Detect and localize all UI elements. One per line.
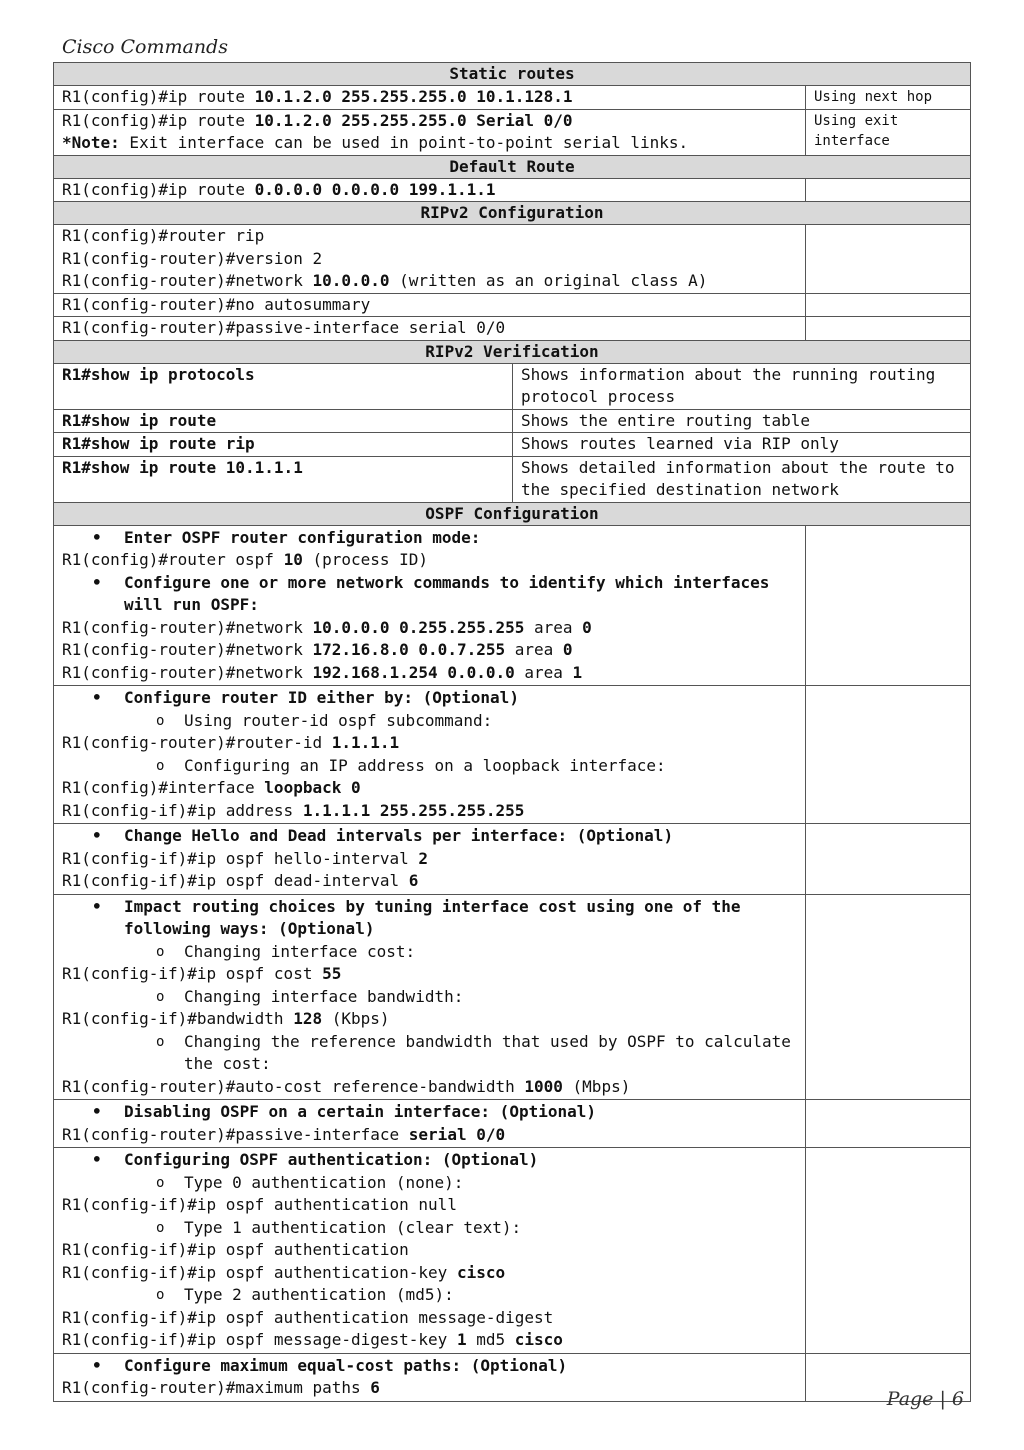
command-cell: • Configure router ID either by: (Optional) o Using router-id ospf subcommand: R1(config-router)#router-id 1.1.1.1 o Configuring an IP address on a loopback interface: R1(config)#interface loopback 0 R1(config-if)#ip address 1.1.1.1 255.255.255.255 <box>54 686 806 823</box>
verify-command: R1#show ip protocols <box>54 364 513 409</box>
command-text: R1(config-router)#network <box>62 271 313 290</box>
note-cell <box>806 1148 970 1353</box>
table-row <box>53 110 971 156</box>
sub-bullet-item: o Type 0 authentication (none): <box>62 1172 797 1195</box>
command-args: 0.0.0.0 0.0.0.0 199.1.1.1 <box>254 179 496 199</box>
command-cell <box>54 225 806 293</box>
table-row <box>53 895 971 1101</box>
commands-table <box>53 62 971 1402</box>
note-label: *Note: <box>62 133 120 152</box>
note-cell <box>806 686 970 823</box>
sub-bullet-item: o Configuring an IP address on a loopback interface: <box>62 755 797 778</box>
command-text: R1(config)#ip route <box>62 87 255 106</box>
verify-description: Shows detailed information about the route to the specified destination network <box>521 457 955 499</box>
section-title: RIPv2 Configuration <box>420 203 604 222</box>
verify-description: Shows the entire routing table <box>521 410 810 430</box>
command-cell <box>54 86 806 109</box>
section-header-ripv2-configuration <box>53 202 971 225</box>
table-row <box>53 526 971 687</box>
verify-command: R1#show ip route 10.1.1.1 <box>54 457 513 502</box>
sub-bullet-item: o Type 1 authentication (clear text): <box>62 1217 797 1240</box>
section-header-ospf-configuration <box>53 503 971 526</box>
command-cell: • Disabling OSPF on a certain interface: (Optional) R1(config-router)#passive-interface serial 0/0 <box>54 1100 806 1147</box>
command-line: R1(config-if)#ip ospf authentication message-digest <box>62 1307 554 1327</box>
verify-command: R1#show ip route rip <box>54 433 513 456</box>
table-row <box>53 824 971 895</box>
bullet-item: • Configuring OSPF authentication: (Optional) <box>62 1149 797 1172</box>
verify-description: Shows routes learned via RIP only <box>521 434 839 453</box>
command-cell <box>54 110 806 155</box>
page-number: Page | 6 <box>886 1388 964 1410</box>
table-row <box>53 457 971 503</box>
table-row <box>53 317 971 341</box>
table-row <box>53 1148 971 1354</box>
table-row <box>53 294 971 318</box>
bullet-item: • Enter OSPF router configuration mode: <box>62 527 797 550</box>
note-cell <box>806 895 970 1100</box>
section-header-default-route <box>53 156 971 179</box>
note-cell <box>806 179 970 202</box>
command-cell: R1(config-router)#passive-interface serial 0/0 <box>54 317 806 340</box>
section-header-static-routes <box>53 63 971 86</box>
bullet-item: • Configure maximum equal-cost paths: (Optional) <box>62 1355 797 1378</box>
note-text: Exit interface can be used in point-to-point serial links. <box>119 133 689 152</box>
command-cell: R1(config-router)#no autosummary <box>54 294 806 317</box>
note-cell <box>806 526 970 686</box>
command-line: R1(config)#router rip <box>62 226 265 245</box>
command-cell: • Impact routing choices by tuning interface cost using one of the following ways: (Optional) o Changing interface cost: R1(config-if)#ip ospf cost 55 o Changing interface bandwidth: R1(config-if)#bandwidth 128 (Kbps) o Changing the reference bandwidth that used by OSPF to calculate the cost: R1(config-router)#auto-cost reference-bandwidth 1000 (Mbps) <box>54 895 806 1100</box>
command-cell: • Configure maximum equal-cost paths: (Optional) R1(config-router)#maximum paths 6 <box>54 1354 806 1401</box>
command-line: R1(config-if)#ip ospf authentication null <box>62 1195 457 1214</box>
bullet-item: • Disabling OSPF on a certain interface: (Optional) <box>62 1101 797 1124</box>
note-cell <box>806 294 970 317</box>
bullet-item: • Configure one or more network commands to identify which interfaces will run OSPF: <box>62 572 797 617</box>
bullet-item: • Impact routing choices by tuning interface cost using one of the following ways: (Optional) <box>62 896 797 941</box>
section-title: Default Route <box>449 156 575 176</box>
sub-bullet-item: o Changing interface cost: <box>62 941 797 964</box>
table-row <box>53 364 971 410</box>
table-row <box>53 1100 971 1148</box>
note-cell <box>806 225 970 293</box>
command-cell: • Enter OSPF router configuration mode: R1(config)#router ospf 10 (process ID) • Configure one or more network commands to identify which interfaces will run OSPF: R1(config-router)#network 10.0.0.0 0.255.255.255 area 0 R1(config-router)#network 172.16.8.0 0.0.7.255 area 0 R1(config-router)#network 192.168.1.254 0.0.0.0 area 1 <box>54 526 806 686</box>
sub-bullet-item: o Changing interface bandwidth: <box>62 986 797 1009</box>
section-title: OSPF Configuration <box>425 503 599 523</box>
table-row <box>53 433 971 457</box>
command-text: R1(config)#ip route <box>62 110 255 130</box>
table-row <box>53 410 971 434</box>
sub-bullet-item: o Using router-id ospf subcommand: <box>62 710 797 733</box>
section-title: Static routes <box>449 64 575 83</box>
table-row <box>53 686 971 824</box>
command-cell: • Configuring OSPF authentication: (Optional) o Type 0 authentication (none): R1(config-if)#ip ospf authentication null o Type 1 authentication (clear text): R1(config-if)#ip ospf authentication R1(config-if)#ip ospf authentication-key cisco o Type 2 authentication (md5): R1(config-if)#ip ospf authentication message-digest R1(config-if)#ip ospf message-digest-key 1 md5 cisco <box>54 1148 806 1353</box>
note-cell: Using next hop <box>814 89 933 105</box>
verify-description: Shows information about the running routing protocol process <box>521 364 936 406</box>
command-args: 10.0.0.0 <box>312 271 390 290</box>
table-row <box>53 225 971 294</box>
sub-bullet-item: o Changing the reference bandwidth that used by OSPF to calculate the cost: <box>62 1031 797 1076</box>
note-cell <box>806 1100 970 1147</box>
command-comment: (written as an original class A) <box>389 271 708 290</box>
bullet-item: • Configure router ID either by: (Optional) <box>62 687 797 710</box>
document-title: Cisco Commands <box>62 36 228 58</box>
command-args: 10.1.2.0 255.255.255.0 10.1.128.1 <box>254 87 573 106</box>
command-line: R1(config-if)#ip ospf authentication <box>62 1240 409 1259</box>
section-header-ripv2-verification <box>53 341 971 364</box>
table-row <box>53 179 971 203</box>
command-cell <box>54 179 806 202</box>
table-row <box>53 1354 971 1402</box>
verify-command: R1#show ip route <box>54 410 513 433</box>
table-row <box>53 86 971 110</box>
command-line: R1(config-router)#version 2 <box>62 248 323 268</box>
note-cell: Using exit interface <box>814 112 899 149</box>
section-title: RIPv2 Verification <box>425 341 599 361</box>
command-args: 10.1.2.0 255.255.255.0 Serial 0/0 <box>254 110 573 130</box>
bullet-item: • Change Hello and Dead intervals per interface: (Optional) <box>62 825 797 848</box>
note-cell <box>806 317 970 340</box>
command-text: R1(config)#ip route <box>62 179 255 199</box>
sub-bullet-item: o Type 2 authentication (md5): <box>62 1284 797 1307</box>
command-cell: • Change Hello and Dead intervals per interface: (Optional) R1(config-if)#ip ospf hello-interval 2 R1(config-if)#ip ospf dead-interval 6 <box>54 824 806 894</box>
note-cell <box>806 824 970 894</box>
